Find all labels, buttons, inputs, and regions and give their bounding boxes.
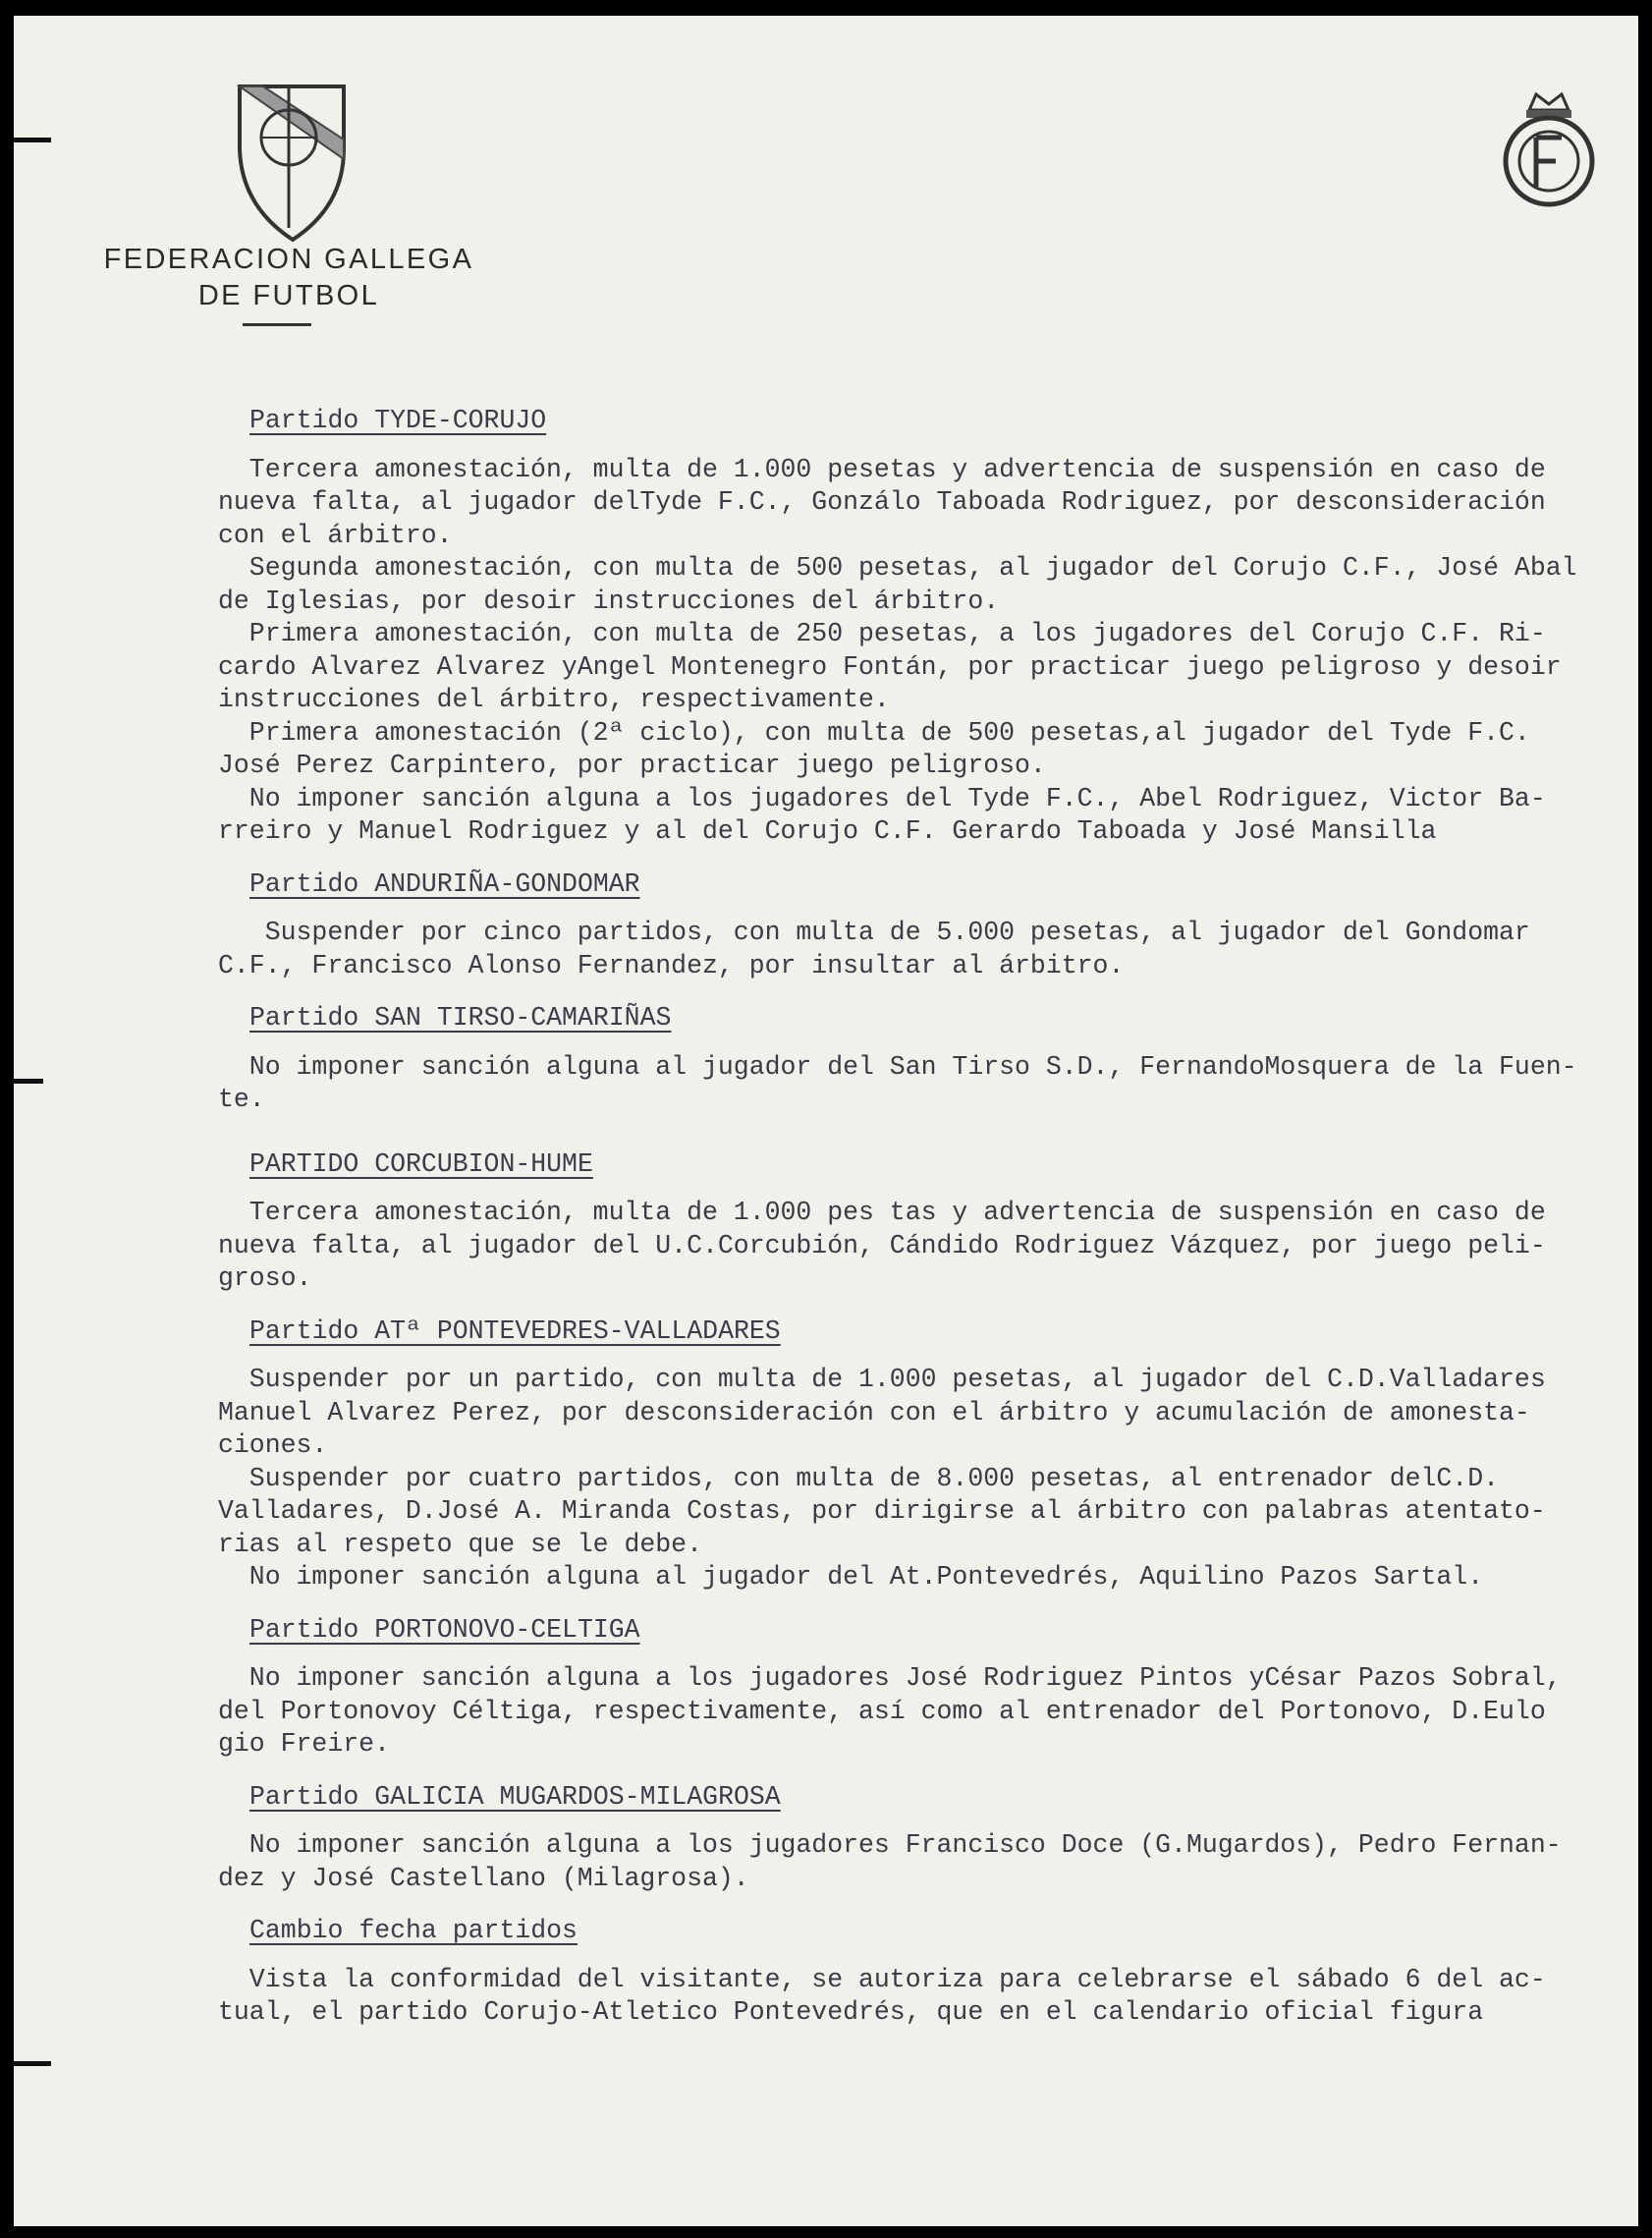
paragraph-line: Vista la conformidad del visitante, se autoriza para celebrarse el sábado 6 del ac- — [218, 1964, 1546, 1994]
federation-name-line2: DE FUTBOL — [197, 280, 380, 311]
section-san-tirso-camarinas — [218, 1002, 1632, 1117]
paragraph-line: rias al respeto que se le debe. — [218, 1529, 702, 1559]
paragraph-line: Suspender por un partido, con multa de 1.000 pesetas, al jugador del C.D.Valladares — [218, 1365, 1546, 1394]
paragraph-line: Segunda amonestación, con multa de 500 pesetas, al jugador del Corujo C.F., José Abal — [218, 553, 1577, 583]
section-corcubion-hume — [218, 1148, 1632, 1296]
section-heading: Partido SAN TIRSO-CAMARIÑAS — [249, 1003, 672, 1033]
paragraph-line: tual, el partido Corujo-Atletico Pontevedrés, que en el calendario oficial figura — [218, 1997, 1484, 2027]
galician-federation-shield-icon — [234, 81, 352, 246]
paragraph-line: Valladares, D.José A. Miranda Costas, por dirigirse al árbitro con palabras atentato- — [218, 1496, 1546, 1526]
paragraph-line: Manuel Alvarez Perez, por desconsideración con el árbitro y acumulación de amonesta- — [218, 1397, 1530, 1427]
paragraph-line: Primera amonestación (2ª ciclo), con multa de 500 pesetas,al jugador del Tyde F.C. — [218, 717, 1530, 748]
paragraph-line: Suspender por cuatro partidos, con multa de 8.000 pesetas, al entrenador delC.D. — [218, 1463, 1500, 1493]
section-galicia-mugardos-milagrosa — [218, 1781, 1632, 1896]
paragraph-line: nueva falta, al jugador del U.C.Corcubión, Cándido Rodriguez Vázquez, por juego peli- — [218, 1230, 1546, 1260]
royal-spanish-federation-crest-icon — [1497, 86, 1601, 216]
paragraph-line: Tercera amonestación, multa de 1.000 pes tas y advertencia de suspensión en caso de — [218, 1198, 1546, 1227]
header-divider — [243, 323, 311, 326]
paragraph-line: ciones. — [218, 1430, 328, 1460]
section-heading: Partido TYDE-CORUJO — [249, 406, 547, 435]
section-heading: Partido GALICIA MUGARDOS-MILAGROSA — [249, 1781, 781, 1812]
binder-hole-mark — [14, 1079, 43, 1084]
paragraph-line: cardo Alvarez Alvarez yAngel Montenegro Fontán, por practicar juego peligroso y desoir — [218, 651, 1562, 682]
section-portonovo-celtiga — [218, 1614, 1632, 1762]
paragraph-line: No imponer sanción alguna al jugador del At.Pontevedrés, Aquilino Pazos Sartal. — [218, 1562, 1484, 1592]
paragraph-line: instrucciones del árbitro, respectivamente. — [218, 685, 890, 714]
paragraph-line: nueva falta, al jugador delTyde F.C., Gonzálo Taboada Rodriguez, por desconsideración — [218, 487, 1546, 517]
paragraph-line: No imponer sanción alguna a los jugadores Francisco Doce (G.Mugardos), Pedro Fernan- — [218, 1830, 1562, 1860]
binder-hole-mark — [14, 138, 51, 142]
paragraph-line: te. — [218, 1085, 265, 1114]
paragraph-line: del Portonovoy Céltiga, respectivamente, así como al entrenador del Portonovo, D.Eulo — [218, 1696, 1546, 1726]
section-heading: PARTIDO CORCUBION-HUME — [249, 1148, 593, 1179]
paragraph-line: C.F., Francisco Alonso Fernandez, por insultar al árbitro. — [218, 950, 1125, 980]
section-pontevedres-valladares — [218, 1315, 1632, 1595]
document-page — [14, 16, 1638, 2226]
section-cambio-fecha — [218, 1915, 1632, 2030]
paragraph-line: groso. — [218, 1263, 312, 1293]
section-heading: Partido PORTONOVO-CELTIGA — [249, 1614, 640, 1645]
paragraph-line: No imponer sanción alguna al jugador del San Tirso S.D., FernandoMosquera de la Fuen- — [218, 1051, 1577, 1082]
federation-name-line1: FEDERACION GALLEGA — [103, 244, 474, 275]
section-heading: Partido ATª PONTEVEDRES-VALLADARES — [249, 1315, 781, 1346]
section-heading: Cambio fecha partidos — [249, 1916, 578, 1945]
paragraph-line: dez y José Castellano (Milagrosa). — [218, 1863, 749, 1893]
paragraph-line: No imponer sanción alguna a los jugadores del Tyde F.C., Abel Rodriguez, Victor Ba- — [218, 783, 1546, 813]
section-andurina-gondomar — [218, 868, 1632, 983]
section-tyde-corujo — [218, 405, 1632, 849]
paragraph-line: rreiro y Manuel Rodriguez y al del Corujo C.F. Gerardo Taboada y José Mansilla — [218, 816, 1437, 846]
paragraph-line: de Iglesias, por desoir instrucciones del árbitro. — [218, 586, 1000, 616]
paragraph-line: Suspender por cinco partidos, con multa de 5.000 pesetas, al jugador del Gondomar — [218, 918, 1530, 947]
paragraph-line: gio Freire. — [218, 1729, 390, 1759]
federation-header — [73, 242, 505, 314]
section-heading: Partido ANDURIÑA-GONDOMAR — [249, 868, 640, 899]
paragraph-line: No imponer sanción alguna a los jugadores José Rodriguez Pintos yCésar Pazos Sobral, — [218, 1663, 1562, 1693]
paragraph-line: Tercera amonestación, multa de 1.000 pesetas y advertencia de suspensión en caso de — [218, 454, 1546, 484]
binder-hole-mark — [14, 2061, 51, 2066]
paragraph-line: con el árbitro. — [218, 520, 453, 550]
paragraph-line: Primera amonestación, con multa de 250 pesetas, a los jugadores del Corujo C.F. Ri- — [218, 619, 1546, 648]
document-body — [218, 405, 1632, 2030]
paragraph-line: José Perez Carpintero, por practicar juego peligroso. — [218, 751, 1046, 780]
